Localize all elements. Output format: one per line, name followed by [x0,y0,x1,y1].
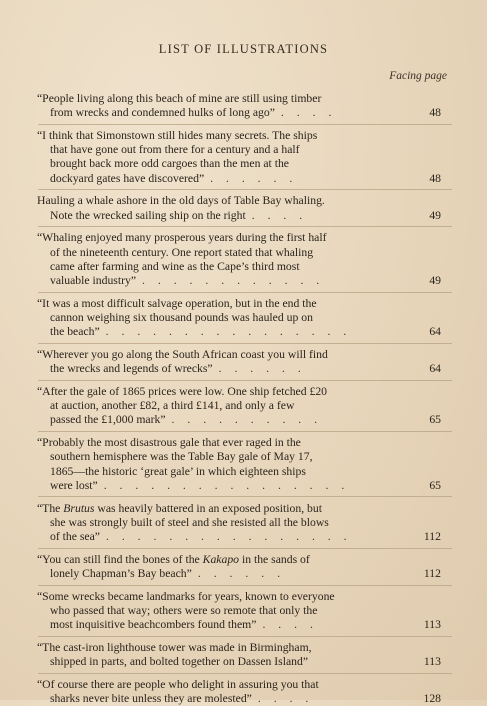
entry-divider [38,431,452,432]
caption-text: 1865—the historic ‘great gale’ in which eighteen ships [50,464,306,478]
caption-text: came after farming and wine as the Cape’s third most [50,259,300,273]
page-title: LIST OF ILLUSTRATIONS [158,42,329,56]
caption-text: valuable industry” [50,273,137,287]
leader-dots: . . . . . . [210,171,298,185]
entry-caption-line [37,231,327,245]
caption-text: she was strongly built of steel and she resisted all the blows [50,515,329,529]
leader-dots: . . . . . . . . . . . . . . . . [105,325,352,339]
caption-text: Note the wrecked sailing ship on the right [50,208,246,222]
entry-caption-line [37,297,317,311]
leader-dots: . . . . . . [218,362,306,376]
facing-page-number: 49 [429,208,441,222]
entry-caption-line [50,325,351,339]
entry-caption-line [50,399,294,413]
entry-divider [38,548,452,549]
caption-text: “People living along this beach of mine are still using timber [37,92,322,105]
entry-caption-line [50,618,318,632]
caption-text: “I think that Simonstown still hides many secrets. The ships [37,129,318,142]
entry-divider [38,673,452,674]
leader-dots: . . . . [262,618,318,632]
caption-text: dockyard gates have discovered” [50,171,205,185]
entry-caption-line [50,567,285,581]
entry-caption-line [50,465,306,479]
caption-text: sharks never bite unless they are molested” [50,692,252,706]
caption-text: “Probably the most disastrous gale that ever raged in the [37,436,301,450]
caption-text: lonely Chapman’s Bay beach” [50,566,192,580]
caption-text: “The cast-iron lighthouse tower was made in Birmingham, [37,641,312,654]
caption-text: was heavily battered in an exposed position, but [94,501,322,515]
leader-dots: . . . . [251,208,308,222]
facing-page-number: 48 [429,106,441,120]
caption-text: of the nineteenth century. One report stated that whaling [50,245,314,259]
facing-page-number: 49 [429,273,441,287]
leader-dots: . . . . . . . . . . . . . . . . [103,478,350,492]
entry-divider [38,292,452,293]
leader-dots: . . . . [257,692,314,706]
caption-text: Hauling a whale ashore in the old days of Table Bay whaling. [37,194,325,208]
entry-caption-line [50,413,322,427]
entry-caption-line [37,436,301,450]
entry-caption-line [50,530,352,544]
entry-caption-line [50,692,313,706]
leader-dots: . . . . . . [197,566,285,580]
caption-text: at auction, another £82, a third £141, and only a few [50,399,295,413]
entry-divider [38,343,452,344]
facing-page-number: 112 [423,529,441,543]
facing-page-number: 113 [423,618,441,632]
entry-caption-line [37,641,312,655]
caption-text: shipped in parts, and bolted together on Dassen Island” [50,655,309,669]
facing-page-label: Facing page [389,70,447,82]
caption-text: “Of course there are people who delight in assuring you that [37,678,319,691]
caption-text: the beach” [50,325,100,339]
entry-caption-line [50,479,349,493]
entry-caption-line [50,274,324,288]
leader-dots: . . . . . . . . . . . . [142,273,325,287]
entry-divider [38,189,452,190]
facing-page-number: 112 [423,566,441,580]
entry-caption-line [50,157,289,171]
caption-text: “After the gale of 1865 prices were low. One ship fetched £20 [37,385,328,398]
entry-caption-line [37,553,310,567]
caption-text: cannon weighing six thousand pounds was hauled up on [50,310,313,324]
caption-text: “Some wrecks became landmarks for years, known to everyone [37,589,335,603]
caption-text: brought back more odd cargoes than the men at the [50,157,289,171]
facing-page-number: 64 [429,325,441,339]
caption-text: of the sea” [50,529,100,543]
entry-caption-line [37,678,319,692]
entry-caption-line [50,516,329,530]
entry-divider [38,124,452,125]
caption-text: that have gone out from there for a century and a half [50,143,300,157]
entry-caption-line [50,172,297,186]
caption-text: in the sands of [239,552,310,566]
entry-divider [38,226,452,227]
ship-name: Kakapo [202,552,240,566]
facing-page-number: 48 [429,171,441,185]
caption-text: who passed that way; others were so remote that only the [50,603,318,617]
entry-caption-line [50,209,307,223]
caption-text: most inquisitive beachcombers found them” [50,618,257,632]
caption-text: “The [37,501,64,515]
entry-caption-line [37,502,322,516]
entry-divider [38,496,452,497]
entry-caption-line [50,246,313,260]
entry-caption-line [37,194,325,208]
caption-text: from wrecks and condemned hulks of long ago” [50,106,275,120]
caption-text: “Wherever you go along the South African coast you will find [37,348,328,361]
entry-caption-line [50,604,317,618]
facing-page-number: 113 [423,655,441,669]
entry-divider [38,585,452,586]
entry-caption-line [37,129,317,143]
caption-text: were lost” [50,478,98,492]
caption-text: the wrecks and legends of wrecks” [50,362,213,376]
entry-caption-line [50,655,308,669]
entry-caption-line [50,311,313,325]
entry-caption-line [37,348,328,362]
entry-caption-line [50,362,306,376]
leader-dots: . . . . . . . . . . . . . . . . [105,529,352,543]
facing-page-number: 65 [429,478,441,492]
caption-text: southern hemisphere was the Table Bay gale of May 17, [50,450,313,464]
caption-text: “It was a most difficult salvage operation, but in the end the [37,296,317,310]
caption-text: passed the £1,000 mark” [50,413,166,427]
leader-dots: . . . . [280,106,337,120]
entry-caption-line [37,92,321,106]
entry-caption-line [50,106,336,120]
leader-dots: . . . . . . . . . . [171,413,323,427]
entry-divider [38,380,452,381]
ship-name: Brutus [63,501,95,515]
caption-text: “Whaling enjoyed many prosperous years during the first half [37,231,327,245]
entry-caption-line [50,143,300,157]
entry-caption-line [50,450,313,464]
entry-caption-line [37,590,335,604]
facing-page-number: 128 [423,692,441,706]
entry-caption-line [37,385,327,399]
facing-page-number: 65 [429,413,441,427]
entry-divider [38,636,452,637]
caption-text: “You can still find the bones of the [37,552,203,566]
entry-caption-line [50,260,300,274]
facing-page-number: 64 [429,362,441,376]
